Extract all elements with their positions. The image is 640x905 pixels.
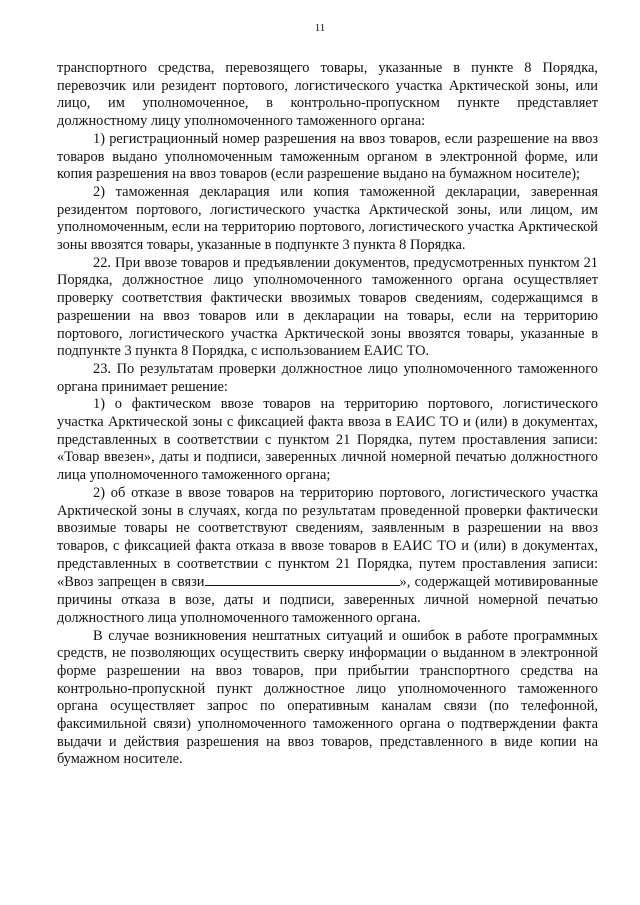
document-body: [57, 60, 598, 769]
refusal-text-before: 2) об отказе в ввозе товаров на территорию портового, логистического участка Арктической зоны в случаях, когда по результатам проведенной проверки фактически ввозимые товары не соответствуют сведениям, заявленным в разрешении на ввоз товаров, с фиксацией факта отказа в ввозе товаров в ЕАИС ТО и (или) в документах, представленных в соответствии с пунктом 21 Порядка, путем проставления записи: «Ввоз запрещен в связи: [57, 484, 598, 591]
paragraph-decision-1: 1) о фактическом ввозе товаров на территорию портового, логистического участка Арктической зоны с фиксацией факта ввоза в ЕАИС ТО и (или) в документах, представленных в соответствии с пунктом 21 Порядка, путем проставления записи: «Товар ввезен», даты и подписи, заверенных личной номерной печатью должностного лица уполномоченного таможенного органа;: [57, 396, 598, 484]
refusal-text-after: », содержащей мотивированные причины отказа в возе, даты и подписи, заверенных личной номерной печатью должностного лица уполномоченного таможенного органа.: [57, 574, 598, 626]
paragraph-item-1-registration: 1) регистрационный номер разрешения на ввоз товаров, если разрешение на ввоз товаров выдано уполномоченным таможенным органом в электронной форме, или копия разрешения на ввоз товаров (если разрешение выдано на бумажном носителе);: [57, 130, 598, 183]
paragraph-item-2-declaration: 2) таможенная декларация или копия таможенной декларации, заверенная резидентом портового, логистического участка Арктической зоны, или лицом, им уполномоченным, если на территорию портового, логистического участка Арктической зоны ввозятся товары, указанные в подпункте 3 пункта 8 Порядка.: [57, 183, 598, 254]
paragraph-decision-2-refusal: [57, 485, 598, 628]
paragraph-22: 22. При ввозе товаров и предъявлении документов, предусмотренных пунктом 21 Порядка, должностное лицо уполномоченного таможенного органа осуществляет проверку соответствия фактически ввозимых товаров сведениям, содержащимся в разрешении на ввоз товаров или в декларации на товары, если на территорию портового, логистического участка Арктической зоны ввозятся товары, указанные в подпункте 3 пункта 8 Порядка, с использованием ЕАИС ТО.: [57, 254, 598, 360]
paragraph-continuation: транспортного средства, перевозящего товары, указанные в пункте 8 Порядка, перевозчик или резидент портового, логистического участка Арктической зоны, или лицо, им уполномоченное, в контрольно-пропускном пункте представляет должностному лицу уполномоченного таможенного органа:: [57, 60, 598, 130]
paragraph-emergency: В случае возникновения нештатных ситуаций и ошибок в работе программных средств, не позволяющих осуществить сверку информации о выданном в электронной форме разрешении на ввоз товаров, при прибытии транспортного средства на контрольно-пропускной пункт должностное лицо уполномоченного таможенного органа осуществляет запрос по оперативным каналам связи (по телефонной, факсимильной связи) уполномоченного таможенного органа о подтверждении факта выдачи и действия разрешения на ввоз товаров, представленного в виде копии на бумажном носителе.: [57, 627, 598, 768]
paragraph-23: 23. По результатам проверки должностное лицо уполномоченного таможенного органа принимает решение:: [57, 360, 598, 395]
page-number: 11: [314, 22, 326, 34]
refusal-reason-blank: [205, 573, 400, 586]
